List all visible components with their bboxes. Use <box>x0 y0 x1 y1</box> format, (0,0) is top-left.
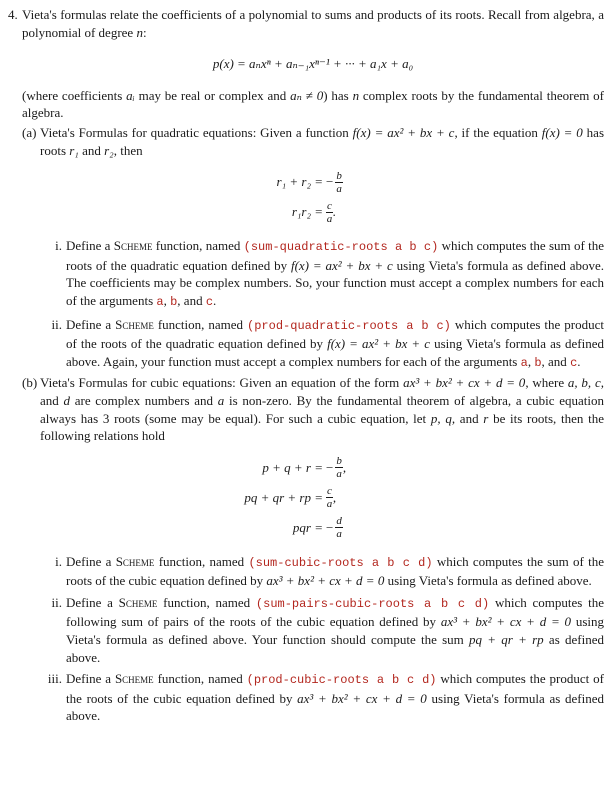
math-span: f(x) = ax² + bx + c <box>352 124 455 140</box>
text-span: may be real or complex and <box>134 87 291 103</box>
text-span: which computes the product of the roots of the cubic equation defined by <box>66 671 604 706</box>
math-span: ax³ + bx² + cx + d = 0 <box>403 375 526 391</box>
text-span: as defined above. <box>66 632 604 665</box>
fraction-denominator: a <box>336 182 342 195</box>
text-span: , then <box>113 142 143 158</box>
math-span: ax³ + bx² + cx + d = 0 <box>440 614 572 630</box>
text-span: function, named <box>157 594 256 610</box>
text-span: which computes the sum of the roots of the cubic equation defined by <box>66 553 605 589</box>
text-span: , <box>527 353 535 369</box>
part-b <box>22 374 604 725</box>
text-span: Define a <box>66 316 116 332</box>
code-span: b <box>534 355 542 370</box>
equation-punctuation: . <box>332 204 337 220</box>
math-span: aₙ ≠ 0 <box>290 87 324 103</box>
equation-row <box>40 167 604 197</box>
task-text <box>66 594 604 666</box>
small-caps-span: Scheme <box>115 316 154 332</box>
fraction-denominator: a <box>326 212 333 225</box>
code-span: (prod-quadratic-roots a b c) <box>247 318 451 333</box>
small-caps-span: Scheme <box>114 671 154 687</box>
math-span: a, b, c, <box>567 375 604 391</box>
equation-row <box>40 513 604 543</box>
problem-intro <box>22 6 604 41</box>
text-span: be its roots, then the following relations hold <box>40 410 604 444</box>
problem-intro-continued <box>22 87 604 122</box>
fraction <box>335 170 343 195</box>
text-span: and <box>455 410 484 426</box>
small-caps-span: Scheme <box>113 238 153 254</box>
part-b-label: (b) <box>22 375 38 391</box>
task-text <box>66 670 604 725</box>
fraction-denominator: a <box>326 498 333 511</box>
text-span: ) has <box>323 87 353 103</box>
text-span: function, named <box>153 671 247 687</box>
equation-lhs: r₁ + r₂ = <box>276 174 323 190</box>
text-span: are complex numbers and <box>70 392 218 408</box>
text-span: using Vieta's formula as defined above. The coefficients may be complex numbers. So, your function must accept a complex numbers for each of the arguments <box>66 257 604 308</box>
text-span: which computes the following sum of pairs of the roots of the cubic equation defined by <box>66 594 604 630</box>
text-span: using Vieta's formula as defined above. <box>384 573 592 589</box>
math-span: p, q, <box>430 410 456 426</box>
fraction-numerator: c <box>327 485 332 498</box>
math-span: f(x) = ax² + bx + c <box>327 336 431 352</box>
text-span: , if the equation <box>454 124 542 140</box>
code-span: c <box>570 355 578 370</box>
task-text <box>66 553 604 590</box>
text-span: . <box>577 353 581 369</box>
text-span: . <box>213 292 217 308</box>
code-span: a <box>520 355 528 370</box>
equation-lhs: pqr = <box>292 519 323 535</box>
text-span: Define a <box>66 553 116 569</box>
text-span: Vieta's Formulas for quadratic equations: Given a function <box>40 124 353 140</box>
text-span: function, named <box>152 238 244 254</box>
part-a-equations <box>40 167 604 227</box>
math-span: ax³ + bx² + cx + d = 0 <box>266 573 385 589</box>
part-a-label: (a) <box>22 124 37 140</box>
text-span: : <box>142 24 147 40</box>
math-span: a <box>217 392 225 408</box>
minus-sign: − <box>326 459 334 475</box>
text-span: using Vieta's formula as defined above. <box>66 690 605 724</box>
text-span: Vieta's formulas relate the coefficients of a polynomial to sums and products of its roots. Recall from algebra, a polynomial of degree <box>22 7 604 40</box>
task-item <box>40 670 604 725</box>
text-span: and <box>40 392 64 408</box>
text-span: Define a <box>66 594 119 610</box>
part-b-equations <box>40 453 604 543</box>
code-span: (prod-cubic-roots a b c d) <box>246 673 437 688</box>
text-span: , and <box>541 353 571 369</box>
text-span: , where <box>525 375 568 391</box>
equation-punctuation: , <box>342 459 347 475</box>
task-text <box>66 237 604 311</box>
fraction <box>326 200 333 225</box>
math-span: aᵢ <box>126 87 135 103</box>
equation-lhs: r₁r₂ = <box>291 204 323 220</box>
task-label: i. <box>55 553 62 569</box>
text-span: Define a <box>66 671 115 687</box>
text-span: Define a <box>66 238 114 254</box>
code-span: (sum-pairs-cubic-roots a b c d) <box>255 596 490 611</box>
text-span: function, named <box>153 316 248 332</box>
text-span: complex roots by the fundamental theorem of algebra. <box>22 87 604 121</box>
equation-lhs: pq + qr + rp = <box>244 489 323 505</box>
equation-punctuation: , <box>332 489 337 505</box>
task-label: ii. <box>51 594 62 610</box>
fraction <box>335 515 343 540</box>
text-span: Vieta's Formulas for cubic equations: Given an equation of the form <box>40 375 404 391</box>
problem-number: 4. <box>8 7 18 22</box>
text-span: which computes the sum of the roots of the quadratic equation defined by <box>66 238 604 273</box>
fraction-numerator: d <box>336 515 342 528</box>
text-span: using Vieta's formula as defined above. Your function should compute the sum <box>66 614 604 648</box>
task-label: ii. <box>51 316 62 332</box>
task-label: iii. <box>47 671 62 687</box>
fraction-numerator: c <box>327 199 332 212</box>
fraction-numerator: b <box>336 455 342 468</box>
math-span: pq + qr + rp <box>469 632 544 648</box>
equation-row <box>40 453 604 483</box>
code-span: c <box>205 294 214 309</box>
text-span: using Vieta's formula as defined above. Again, your function must accept a complex numbers for each of the arguments <box>66 336 604 369</box>
math-span: r₁ <box>69 142 79 158</box>
fraction <box>326 485 333 510</box>
equation-row <box>40 483 604 513</box>
math-span: n <box>352 87 360 103</box>
code-span: a <box>156 294 164 309</box>
part-b-text <box>40 374 604 444</box>
math-span: r <box>483 410 489 426</box>
task-item <box>40 237 604 311</box>
fraction-denominator: a <box>336 528 342 541</box>
task-text <box>66 316 604 373</box>
text-span: , <box>163 292 171 308</box>
small-caps-span: Scheme <box>118 594 158 610</box>
fraction-numerator: b <box>336 169 342 182</box>
text-span: which computes the product of the roots of the quadratic equation defined by <box>66 316 604 352</box>
text-span: , and <box>177 292 206 308</box>
part-a <box>22 124 604 372</box>
equation-lhs: p + q + r = <box>262 459 323 475</box>
code-span: (sum-quadratic-roots a b c) <box>243 240 439 255</box>
fraction-denominator: a <box>336 468 342 481</box>
text-span: and <box>78 142 105 158</box>
task-label: i. <box>55 238 62 254</box>
polynomial-equation: p(x) = aₙxⁿ + aₙ₋₁xⁿ⁻¹ + ··· + a₁x + a₀ <box>212 56 414 72</box>
text-span: is non-zero. By the fundamental theorem of algebra, a cubic equation always has 3 roots (some may be equal). For such a cubic equation, let <box>40 392 604 426</box>
text-span: (where coefficients <box>22 87 127 103</box>
equation-row <box>40 197 604 227</box>
math-span: n <box>136 24 143 40</box>
part-a-items <box>40 237 604 372</box>
math-span: f(x) = 0 <box>541 124 583 140</box>
math-span: f(x) = ax² + bx + c <box>290 257 393 273</box>
problem-4 <box>8 6 604 725</box>
math-span: ax³ + bx² + cx + d = 0 <box>297 690 427 706</box>
text-span: has roots <box>40 124 605 158</box>
minus-sign: − <box>326 174 334 190</box>
code-span: b <box>170 294 178 309</box>
math-span: d <box>63 392 70 408</box>
part-a-text <box>40 124 604 159</box>
task-item <box>40 553 604 590</box>
math-span: r₂ <box>104 142 114 158</box>
task-item <box>40 594 604 666</box>
part-b-items <box>40 553 604 725</box>
minus-sign: − <box>326 519 334 535</box>
fraction <box>335 455 343 480</box>
text-span: function, named <box>154 553 249 569</box>
small-caps-span: Scheme <box>115 553 155 569</box>
code-span: (sum-cubic-roots a b c d) <box>248 555 433 570</box>
task-item <box>40 316 604 373</box>
